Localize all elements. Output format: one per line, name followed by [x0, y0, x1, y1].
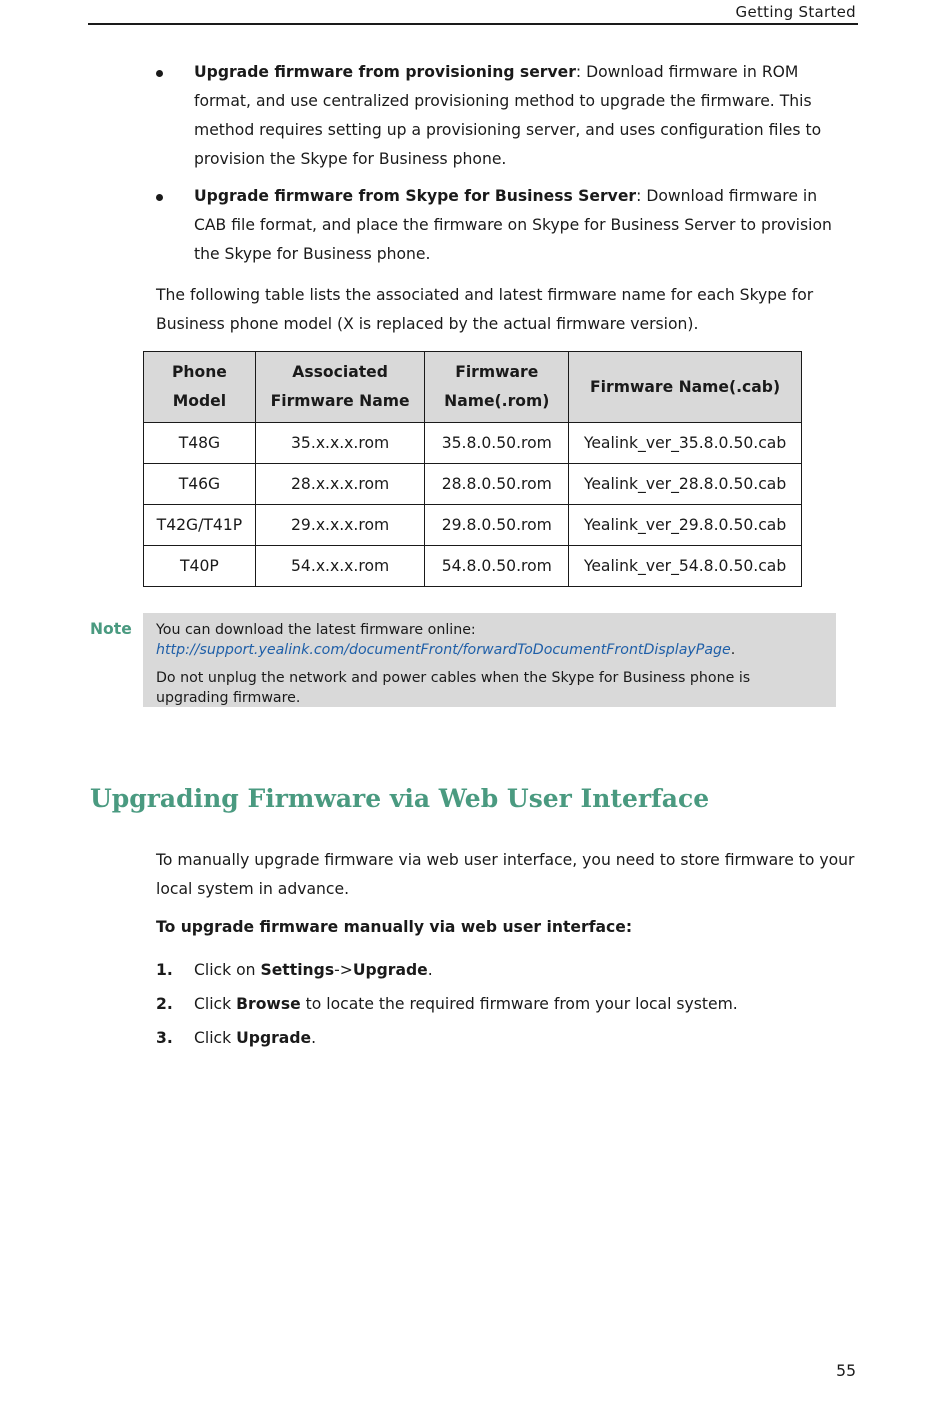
step-bold: Settings	[260, 961, 335, 979]
cell-cab: Yealink_ver_35.8.0.50.cab	[569, 423, 802, 464]
cell-cab: Yealink_ver_28.8.0.50.cab	[569, 464, 802, 505]
step-text: Click	[194, 1029, 237, 1047]
cell-rom: 29.8.0.50.rom	[425, 505, 569, 546]
note-link-suffix: .	[730, 642, 736, 658]
step-text: ->	[334, 961, 353, 979]
bullet-list	[156, 58, 846, 277]
bullet-text: : Download firmware in ROM format, and use centralized provisioning method to upgrade the firmware. This method requires setting up a provisioning server, and uses configuration files to provision the Skype for Business phone.	[194, 63, 822, 168]
note-paragraph-warning: Do not unplug the network and power cables when the Skype for Business phone is upgrading firmware.	[156, 670, 751, 706]
header-associated-firmware	[255, 352, 425, 423]
cell-associated: 28.x.x.x.rom	[255, 464, 425, 505]
bullet-item-skype-server	[156, 182, 846, 269]
bullet-bold-label: Upgrade firmware from Skype for Business Server	[194, 187, 637, 205]
cell-model: T42G/T41P	[144, 505, 256, 546]
table-row	[144, 505, 802, 546]
bullet-dot-icon	[156, 70, 163, 77]
step-item	[156, 995, 846, 1029]
page-number: 55	[836, 1362, 856, 1380]
step-number: 3.	[156, 1029, 173, 1047]
cell-rom: 28.8.0.50.rom	[425, 464, 569, 505]
header-line: Model	[172, 392, 227, 410]
header-rule	[88, 23, 858, 25]
cell-cab: Yealink_ver_29.8.0.50.cab	[569, 505, 802, 546]
step-bold: Upgrade	[352, 961, 428, 979]
section-title: Upgrading Firmware via Web User Interface	[90, 784, 710, 813]
header-line: Firmware Name	[270, 392, 410, 410]
bullet-item-provisioning-server	[156, 58, 846, 174]
note-paragraph-download	[156, 620, 823, 660]
note-label: Note	[90, 620, 132, 638]
cell-rom: 54.8.0.50.rom	[425, 546, 569, 587]
step-item	[156, 961, 846, 995]
step-text: .	[311, 1029, 317, 1047]
step-text: Click on	[194, 961, 261, 979]
cell-cab: Yealink_ver_54.8.0.50.cab	[569, 546, 802, 587]
cell-model: T48G	[144, 423, 256, 464]
bullet-text: : Download firmware in CAB file format, and place the firmware on Skype for Business Server to provision the Skype for Business phone.	[194, 187, 832, 263]
cell-model: T46G	[144, 464, 256, 505]
cell-model: T40P	[144, 546, 256, 587]
step-bold: Browse	[236, 995, 301, 1013]
header-firmware-cab	[569, 352, 802, 423]
step-number: 1.	[156, 961, 173, 979]
step-text: .	[427, 961, 433, 979]
table-row	[144, 464, 802, 505]
cell-associated: 54.x.x.x.rom	[255, 546, 425, 587]
header-firmware-rom	[425, 352, 569, 423]
header-line: Name(.rom)	[444, 392, 550, 410]
note-line: You can download the latest firmware online:	[156, 622, 476, 638]
firmware-download-link[interactable]: http://support.yealink.com/documentFront/forwardToDocumentFrontDisplayPage	[156, 642, 731, 658]
table-header-row	[144, 352, 802, 423]
table-row	[144, 546, 802, 587]
cell-associated: 29.x.x.x.rom	[255, 505, 425, 546]
header-line: Firmware Name(.cab)	[590, 377, 781, 396]
header-line: Associated	[292, 363, 388, 381]
procedure-title: To upgrade firmware manually via web user interface:	[156, 918, 633, 936]
step-bold: Upgrade	[236, 1029, 312, 1047]
step-number: 2.	[156, 995, 173, 1013]
running-header: Getting Started	[735, 3, 856, 21]
bullet-bold-label: Upgrade firmware from provisioning server	[194, 63, 576, 81]
table-intro-paragraph: The following table lists the associated and latest firmware name for each Skype for Business phone model (X is replaced by the actual firmware version).	[156, 286, 814, 333]
header-line: Firmware	[455, 363, 539, 381]
firmware-table	[143, 351, 802, 587]
procedure-steps	[156, 961, 846, 1063]
section-paragraph: To manually upgrade firmware via web user interface, you need to store firmware to your local system in advance.	[156, 851, 855, 898]
step-text: Click	[194, 995, 237, 1013]
note-box	[143, 613, 836, 707]
cell-associated: 35.x.x.x.rom	[255, 423, 425, 464]
bullet-dot-icon	[156, 194, 163, 201]
step-text: to locate the required firmware from your local system.	[300, 995, 738, 1013]
table-row	[144, 423, 802, 464]
step-item	[156, 1029, 846, 1063]
cell-rom: 35.8.0.50.rom	[425, 423, 569, 464]
header-line: Phone	[171, 363, 227, 381]
header-phone-model	[144, 352, 256, 423]
